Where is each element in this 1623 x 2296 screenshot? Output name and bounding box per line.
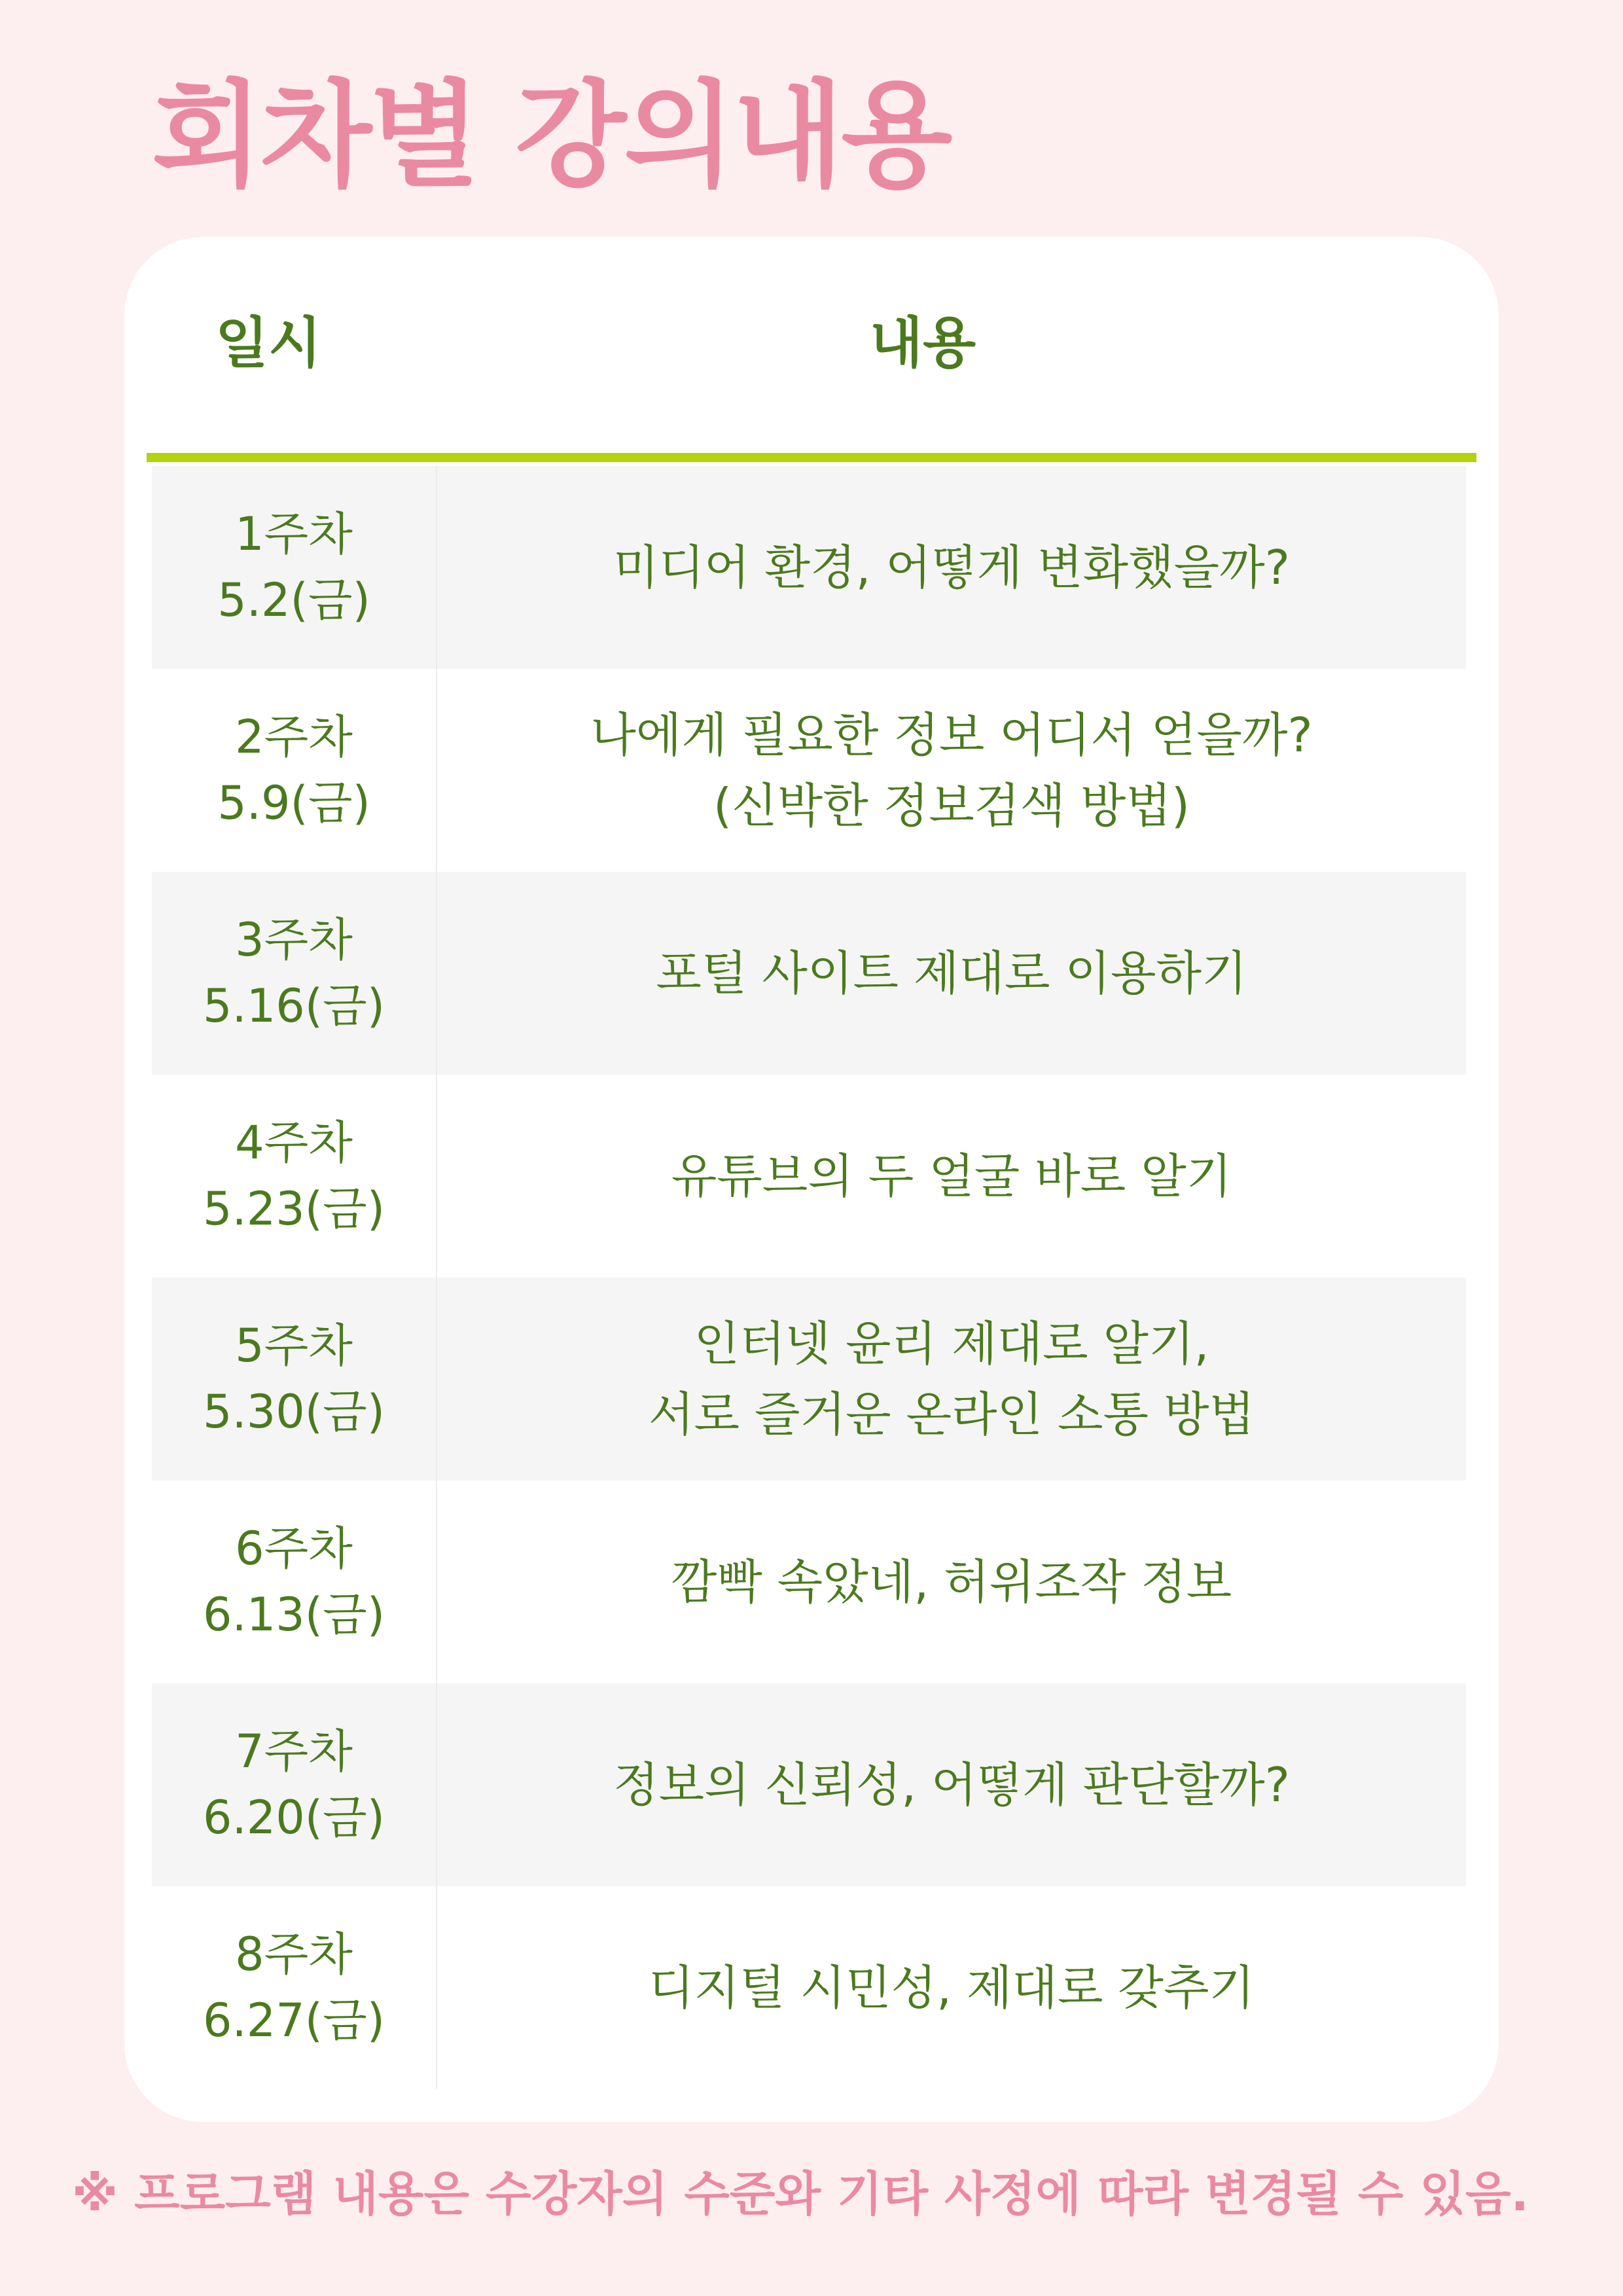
content-cell (437, 669, 1466, 872)
content-cell (437, 1886, 1466, 2089)
date-label: 5.2(금) (217, 573, 370, 627)
content-line: 미디어 환경, 어떻게 변화했을까? (613, 540, 1290, 595)
date-cell (152, 1480, 437, 1683)
table-row (152, 1886, 1466, 2089)
week-label: 2주차 (235, 709, 353, 764)
content-line: 정보의 신뢰성, 어떻게 판단할까? (613, 1757, 1290, 1812)
date-cell (152, 466, 437, 669)
week-label: 3주차 (235, 912, 353, 967)
week-label: 4주차 (235, 1115, 353, 1170)
date-cell (152, 1886, 437, 2089)
table-row (152, 1075, 1466, 1278)
content-cell (437, 1075, 1466, 1278)
date-label: 6.20(금) (202, 1791, 385, 1844)
content-line: 나에게 필요한 정보 어디서 얻을까? (590, 708, 1313, 762)
date-cell (152, 1278, 437, 1480)
week-label: 5주차 (235, 1318, 353, 1372)
week-label: 8주차 (235, 1927, 353, 1981)
date-cell (152, 1075, 437, 1278)
date-label: 6.13(금) (202, 1588, 385, 1641)
header-content: 내용 (869, 311, 976, 375)
content-line: 깜빡 속았네, 허위조작 정보 (671, 1554, 1232, 1609)
table-row (152, 872, 1466, 1075)
week-label: 7주차 (235, 1724, 353, 1778)
date-cell (152, 1683, 437, 1886)
schedule-rows (152, 466, 1466, 2089)
header-date: 일시 (215, 311, 322, 375)
content-line: 유튜브의 두 얼굴 바로 알기 (671, 1149, 1232, 1204)
date-cell (152, 872, 437, 1075)
content-line: (신박한 정보검색 방법) (713, 778, 1190, 833)
week-label: 1주차 (235, 507, 353, 561)
content-cell (437, 466, 1466, 669)
content-cell (437, 1683, 1466, 1886)
date-cell (152, 669, 437, 872)
table-row (152, 669, 1466, 872)
content-cell (437, 872, 1466, 1075)
header-divider (147, 453, 1476, 462)
date-label: 5.23(금) (202, 1182, 385, 1236)
schedule-card (124, 237, 1499, 2122)
content-line: 디지털 시민성, 제대로 갖추기 (648, 1960, 1255, 2015)
table-row (152, 1480, 1466, 1683)
content-cell (437, 1480, 1466, 1683)
table-header (124, 237, 1499, 459)
week-label: 6주차 (235, 1521, 353, 1575)
content-line: 포털 사이트 제대로 이용하기 (656, 946, 1247, 1001)
table-row (152, 1683, 1466, 1886)
content-line: 서로 즐거운 온라인 소통 방법 (648, 1387, 1255, 1442)
date-label: 6.27(금) (202, 1994, 385, 2047)
date-label: 5.16(금) (202, 979, 385, 1033)
date-label: 5.9(금) (217, 776, 370, 830)
page-title: 회차별 강의내용 (152, 69, 950, 203)
date-label: 5.30(금) (202, 1385, 385, 1439)
table-row (152, 466, 1466, 669)
table-row (152, 1278, 1466, 1480)
content-line: 인터넷 윤리 제대로 알기, (694, 1316, 1209, 1371)
footnote: ※ 프로그램 내용은 수강자의 수준와 기타 사정에 따라 변경될 수 있음. (72, 2166, 1529, 2221)
content-cell (437, 1278, 1466, 1480)
